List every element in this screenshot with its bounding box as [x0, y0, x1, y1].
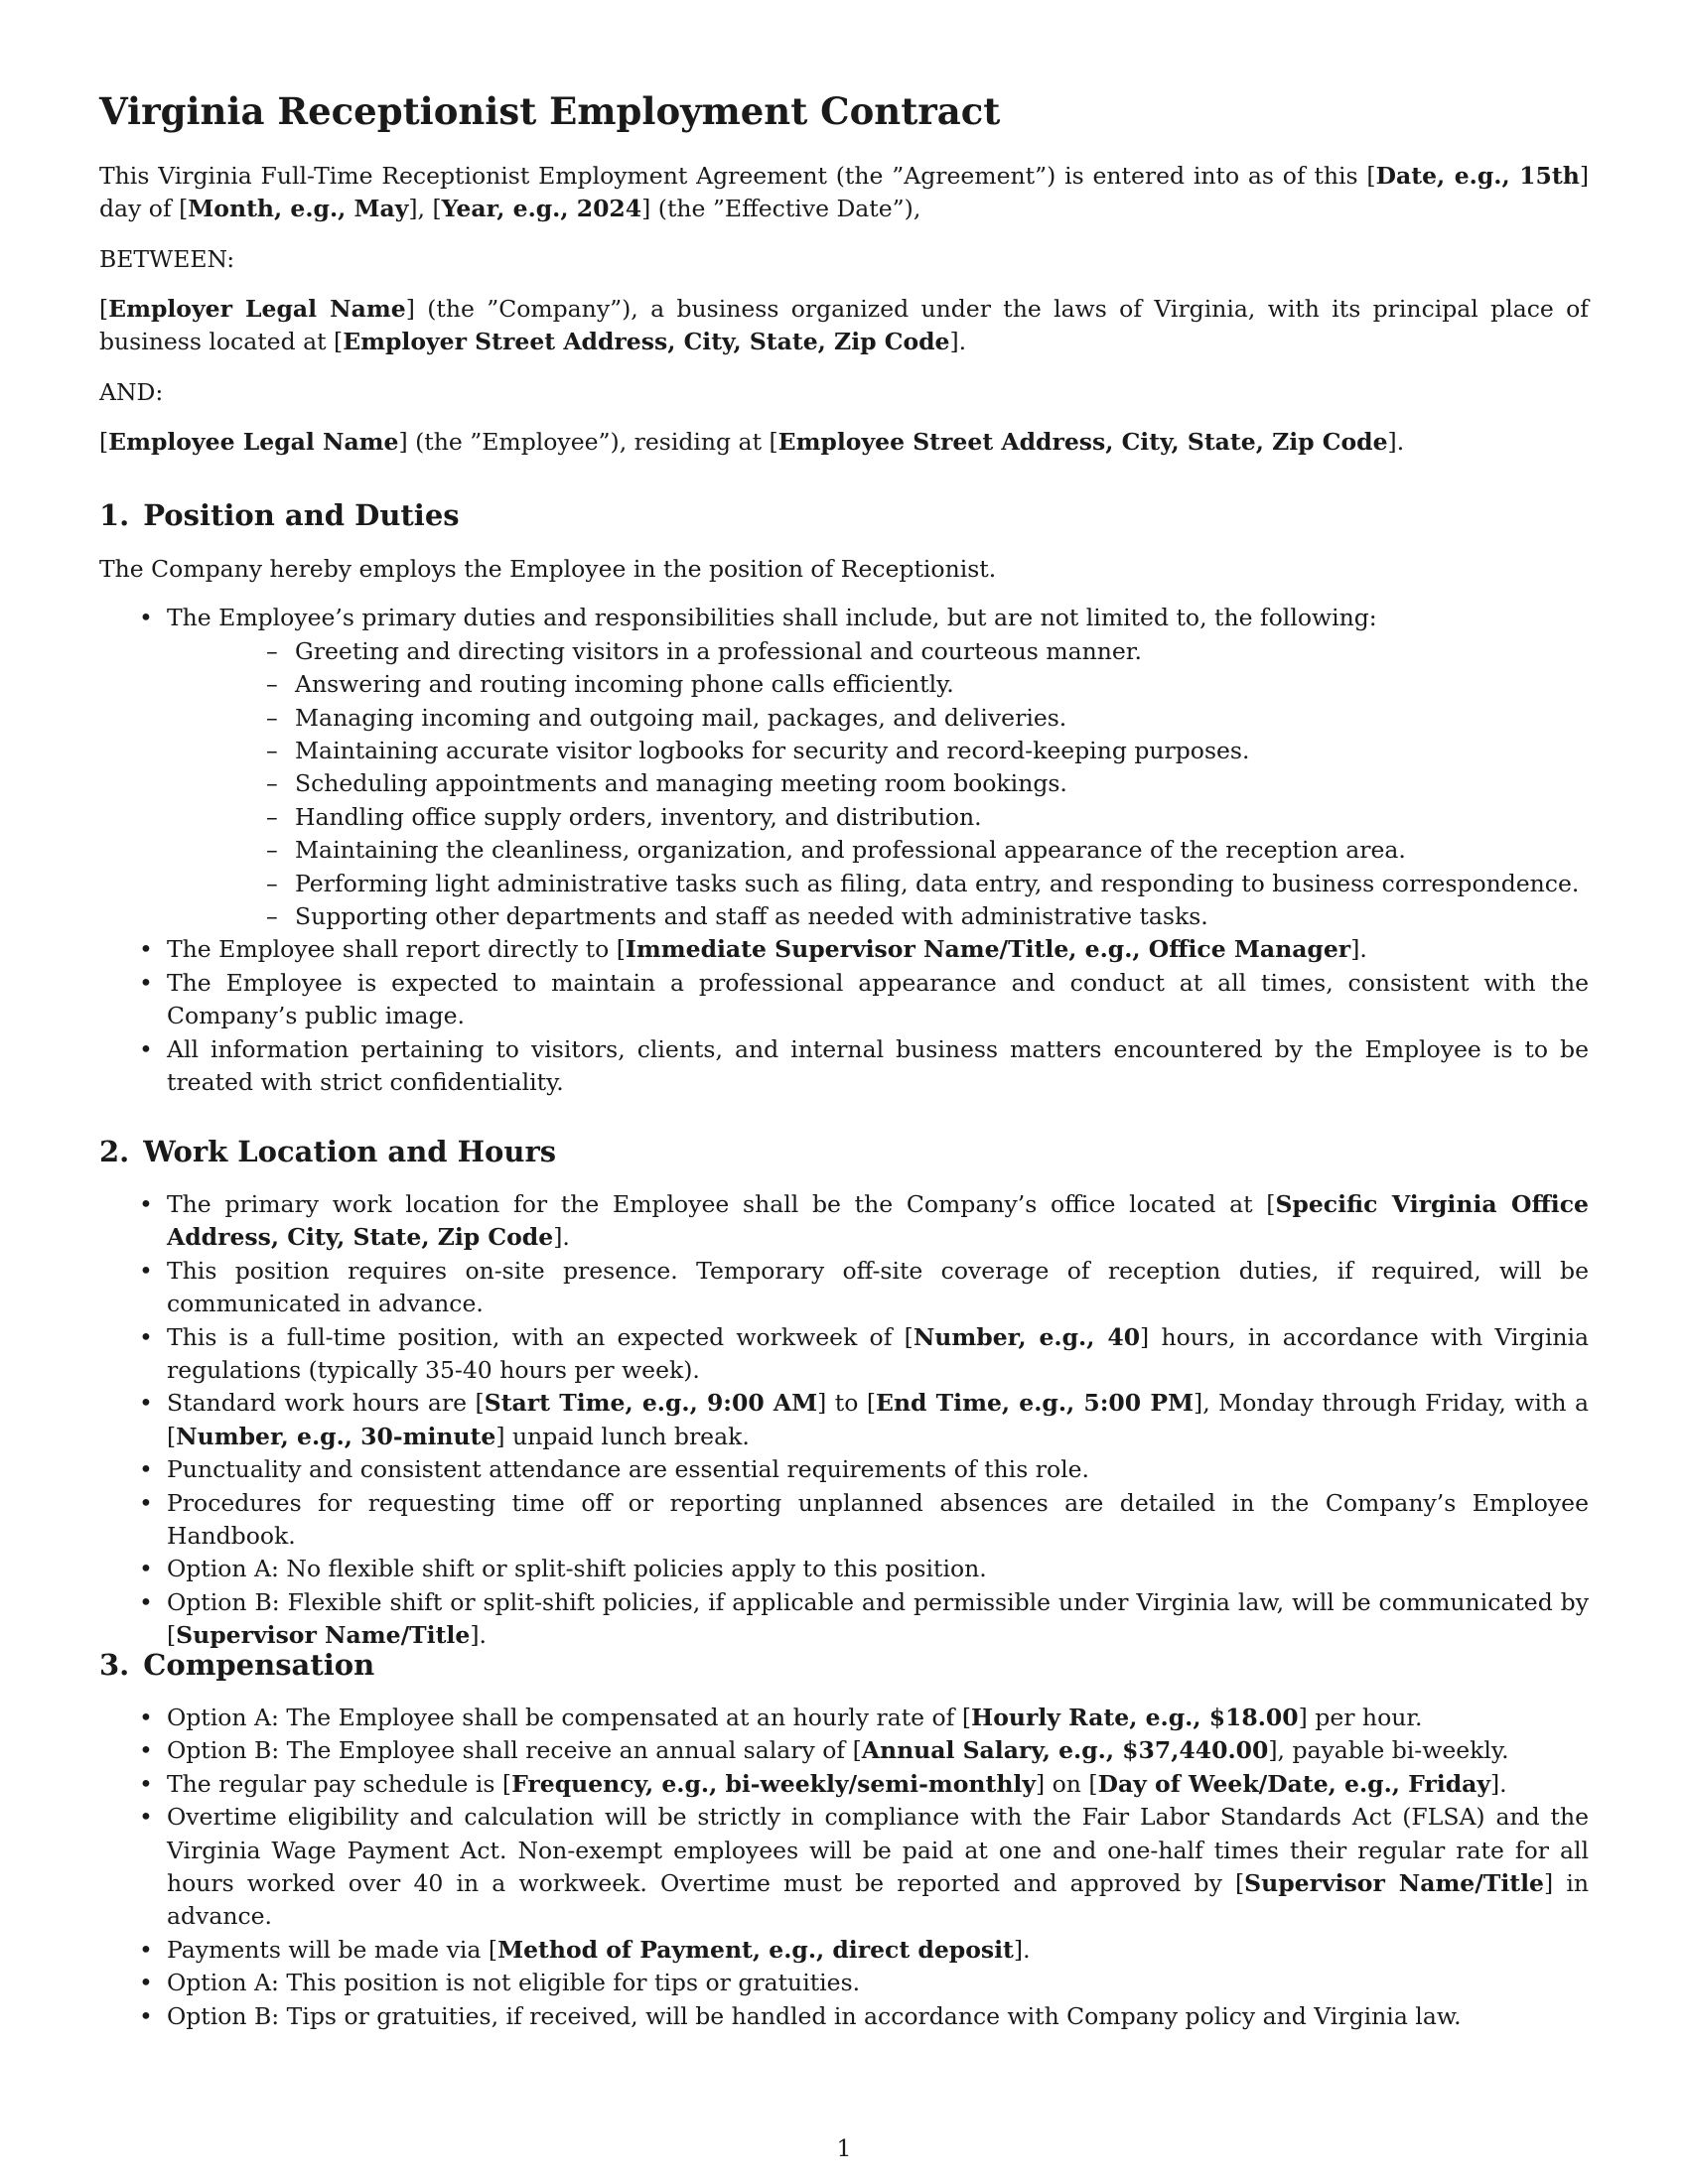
duties-list: [167, 635, 1589, 934]
employer-address-placeholder: Employer Street Address, City, State, Zip Code: [343, 328, 950, 356]
intro-block: [99, 160, 1589, 226]
employee-address-placeholder: Employee Street Address, City, State, Zip Code: [777, 428, 1388, 456]
date-placeholder: Date, e.g., 15th: [1375, 162, 1580, 190]
list-item: • Option A: No flexible shift or split-shift policies apply to this position.: [99, 1553, 1589, 1585]
section-1-heading: 1. Position and Duties: [99, 498, 460, 532]
duty-item: – Scheduling appointments and managing meeting room bookings.: [167, 767, 1589, 800]
section-2-list: [99, 1188, 1589, 1653]
between-label: BETWEEN:: [99, 245, 235, 273]
between-label-block: [99, 243, 1589, 276]
list-item: • Option B: The Employee shall receive an annual salary of [Annual Salary, e.g., $37,440.00], payable bi-weekly.: [99, 1734, 1589, 1767]
page-number: 1: [836, 2134, 852, 2162]
duty-item: – Managing incoming and outgoing mail, packages, and deliveries.: [167, 702, 1589, 735]
list-item: • Punctuality and consistent attendance are essential requirements of this role.: [99, 1453, 1589, 1486]
list-item: • Option B: Tips or gratuities, if received, will be handled in accordance with Company policy and Virginia law.: [99, 2000, 1589, 2033]
list-item: • Option A: This position is not eligible for tips or gratuities.: [99, 1967, 1589, 1999]
list-item: • Overtime eligibility and calculation will be strictly in compliance with the Fair Labor Standards Act (FLSA) and the Virginia Wage Payment Act. Non-exempt employees will be paid at one and one-half times their regular rate for all hours worked over 40 in a workweek. Overtime must be reported and approved by [Supervisor Name/Title] in advance.: [99, 1801, 1589, 1934]
duty-item: – Answering and routing incoming phone calls efficiently.: [167, 668, 1589, 701]
duty-item: – Handling office supply orders, inventory, and distribution.: [167, 801, 1589, 834]
year-placeholder: Year, e.g., 2024: [441, 195, 642, 223]
intro-paragraph: This Virginia Full-Time Receptionist Employment Agreement (the ”Agreement”) is entered into as of this [Date, e.g., 15th] day of [Month, e.g., May], [Year, e.g., 2024] (the ”Effective Date”),: [99, 162, 1589, 223]
section-2-heading: 2. Work Location and Hours: [99, 1135, 557, 1168]
and-label-block: [99, 376, 1589, 409]
list-item: • This position requires on-site presence. Temporary off-site coverage of reception duties, if required, will be communicated in advance.: [99, 1255, 1589, 1321]
duty-item: – Maintaining the cleanliness, organization, and professional appearance of the reception area.: [167, 834, 1589, 867]
list-item: • Option B: Flexible shift or split-shift policies, if applicable and permissible under Virginia law, will be communicated by [Supervisor Name/Title].: [99, 1586, 1589, 1653]
pay-day-placeholder: Day of Week/Date, e.g., Friday: [1097, 1769, 1491, 1798]
end-time-placeholder: End Time, e.g., 5:00 PM: [876, 1389, 1195, 1418]
list-item: • The Employee is expected to maintain a professional appearance and conduct at all times, consistent with the Company’s public image.: [99, 967, 1589, 1033]
list-item: • Option A: The Employee shall be compensated at an hourly rate of [Hourly Rate, e.g., $18.00] per hour.: [99, 1702, 1589, 1734]
document-page: [99, 0, 1589, 2184]
employee-block: [99, 426, 1589, 459]
section-3-body: [99, 1702, 1589, 2033]
office-address-placeholder: Specific Virginia Office Address, City, State, Zip Code: [167, 1190, 1589, 1252]
duty-item: – Supporting other departments and staff as needed with administrative tasks.: [167, 900, 1589, 933]
section-3-list: [99, 1702, 1589, 2033]
annual-salary-placeholder: Annual Salary, e.g., $37,440.00: [861, 1736, 1269, 1765]
list-item: • Standard work hours are [Start Time, e.g., 9:00 AM] to [End Time, e.g., 5:00 PM], Monday through Friday, with a [Number, e.g., 30-minute] unpaid lunch break.: [99, 1387, 1589, 1453]
employee-name-placeholder: Employee Legal Name: [108, 428, 399, 456]
list-item: • Payments will be made via [Method of Payment, e.g., direct deposit].: [99, 1934, 1589, 1967]
list-item: • This is a full-time position, with an expected workweek of [Number, e.g., 40] hours, in accordance with Virginia regulations (typically 35-40 hours per week).: [99, 1321, 1589, 1388]
and-label: AND:: [99, 378, 164, 406]
pay-frequency-placeholder: Frequency, e.g., bi-weekly/semi-monthly: [511, 1769, 1037, 1798]
employer-block: [99, 293, 1589, 359]
document-title: Virginia Receptionist Employment Contract: [99, 89, 1001, 133]
list-item: • The Employee shall report directly to [Immediate Supervisor Name/Title, e.g., Office Manager].: [99, 933, 1589, 966]
section-2-body: [99, 1188, 1589, 1653]
month-placeholder: Month, e.g., May: [188, 195, 409, 223]
list-item: • The regular pay schedule is [Frequency, e.g., bi-weekly/semi-monthly] on [Day of Week/Date, e.g., Friday].: [99, 1768, 1589, 1801]
duty-item: – Maintaining accurate visitor logbooks for security and record-keeping purposes.: [167, 735, 1589, 767]
start-time-placeholder: Start Time, e.g., 9:00 AM: [484, 1389, 818, 1418]
duty-item: – Performing light administrative tasks such as filing, data entry, and responding to business correspondence.: [167, 868, 1589, 900]
supervisor-placeholder: Supervisor Name/Title: [176, 1621, 471, 1650]
duty-item: – Greeting and directing visitors in a professional and courteous manner.: [167, 635, 1589, 668]
section-3-heading: 3. Compensation: [99, 1648, 375, 1682]
employee-paragraph: [Employee Legal Name] (the ”Employee”), residing at [Employee Street Address, City, State, Zip Code].: [99, 428, 1405, 456]
employer-paragraph: [Employer Legal Name] (the ”Company”), a business organized under the laws of Virginia, with its principal place of business located at [Employer Street Address, City, State, Zip Code].: [99, 295, 1589, 356]
section-1-lead: The Company hereby employs the Employee in the position of Receptionist.: [99, 555, 997, 583]
list-item: • Procedures for requesting time off or reporting unplanned absences are detailed in the Company’s Employee Handbook.: [99, 1487, 1589, 1554]
workweek-hours-placeholder: Number, e.g., 40: [913, 1322, 1141, 1351]
section-1-list: [99, 602, 1589, 1099]
employer-name-placeholder: Employer Legal Name: [108, 295, 406, 323]
list-item: • The primary work location for the Employee shall be the Company’s office located at [Specific Virginia Office Address, City, State, Zip Code].: [99, 1188, 1589, 1255]
lunch-break-placeholder: Number, e.g., 30-minute: [176, 1422, 496, 1450]
payment-method-placeholder: Method of Payment, e.g., direct deposit: [497, 1935, 1014, 1964]
supervisor-placeholder: Supervisor Name/Title: [1244, 1869, 1544, 1898]
list-item: • All information pertaining to visitors, clients, and internal business matters encountered by the Employee is to be treated with strict confidentiality.: [99, 1033, 1589, 1100]
section-1-body: [99, 553, 1589, 1100]
hourly-rate-placeholder: Hourly Rate, e.g., $18.00: [971, 1704, 1299, 1731]
list-item: • The Employee’s primary duties and responsibilities shall include, but are not limited to, the following: – Greeting and directing visitors in a professional and courteous manner. – Answering and routing incoming phone calls efficiently. – Managing incoming and outgoing mail, packages, and deliveries. – Maintaining accurate visitor logbooks for security and record-keeping purposes. – Scheduling appointments and managing meeting room bookings. – Handling office supply orders, inventory, and distribution. – Maintaining the cleanliness, organization, and professional appearance of the reception area. – Performing light administrative tasks such as filing, data entry, and responding to business correspondence. – Supporting other departments and staff as needed with administrative tasks.: [99, 602, 1589, 933]
supervisor-placeholder: Immediate Supervisor Name/Title, e.g., Office Manager: [625, 935, 1351, 964]
